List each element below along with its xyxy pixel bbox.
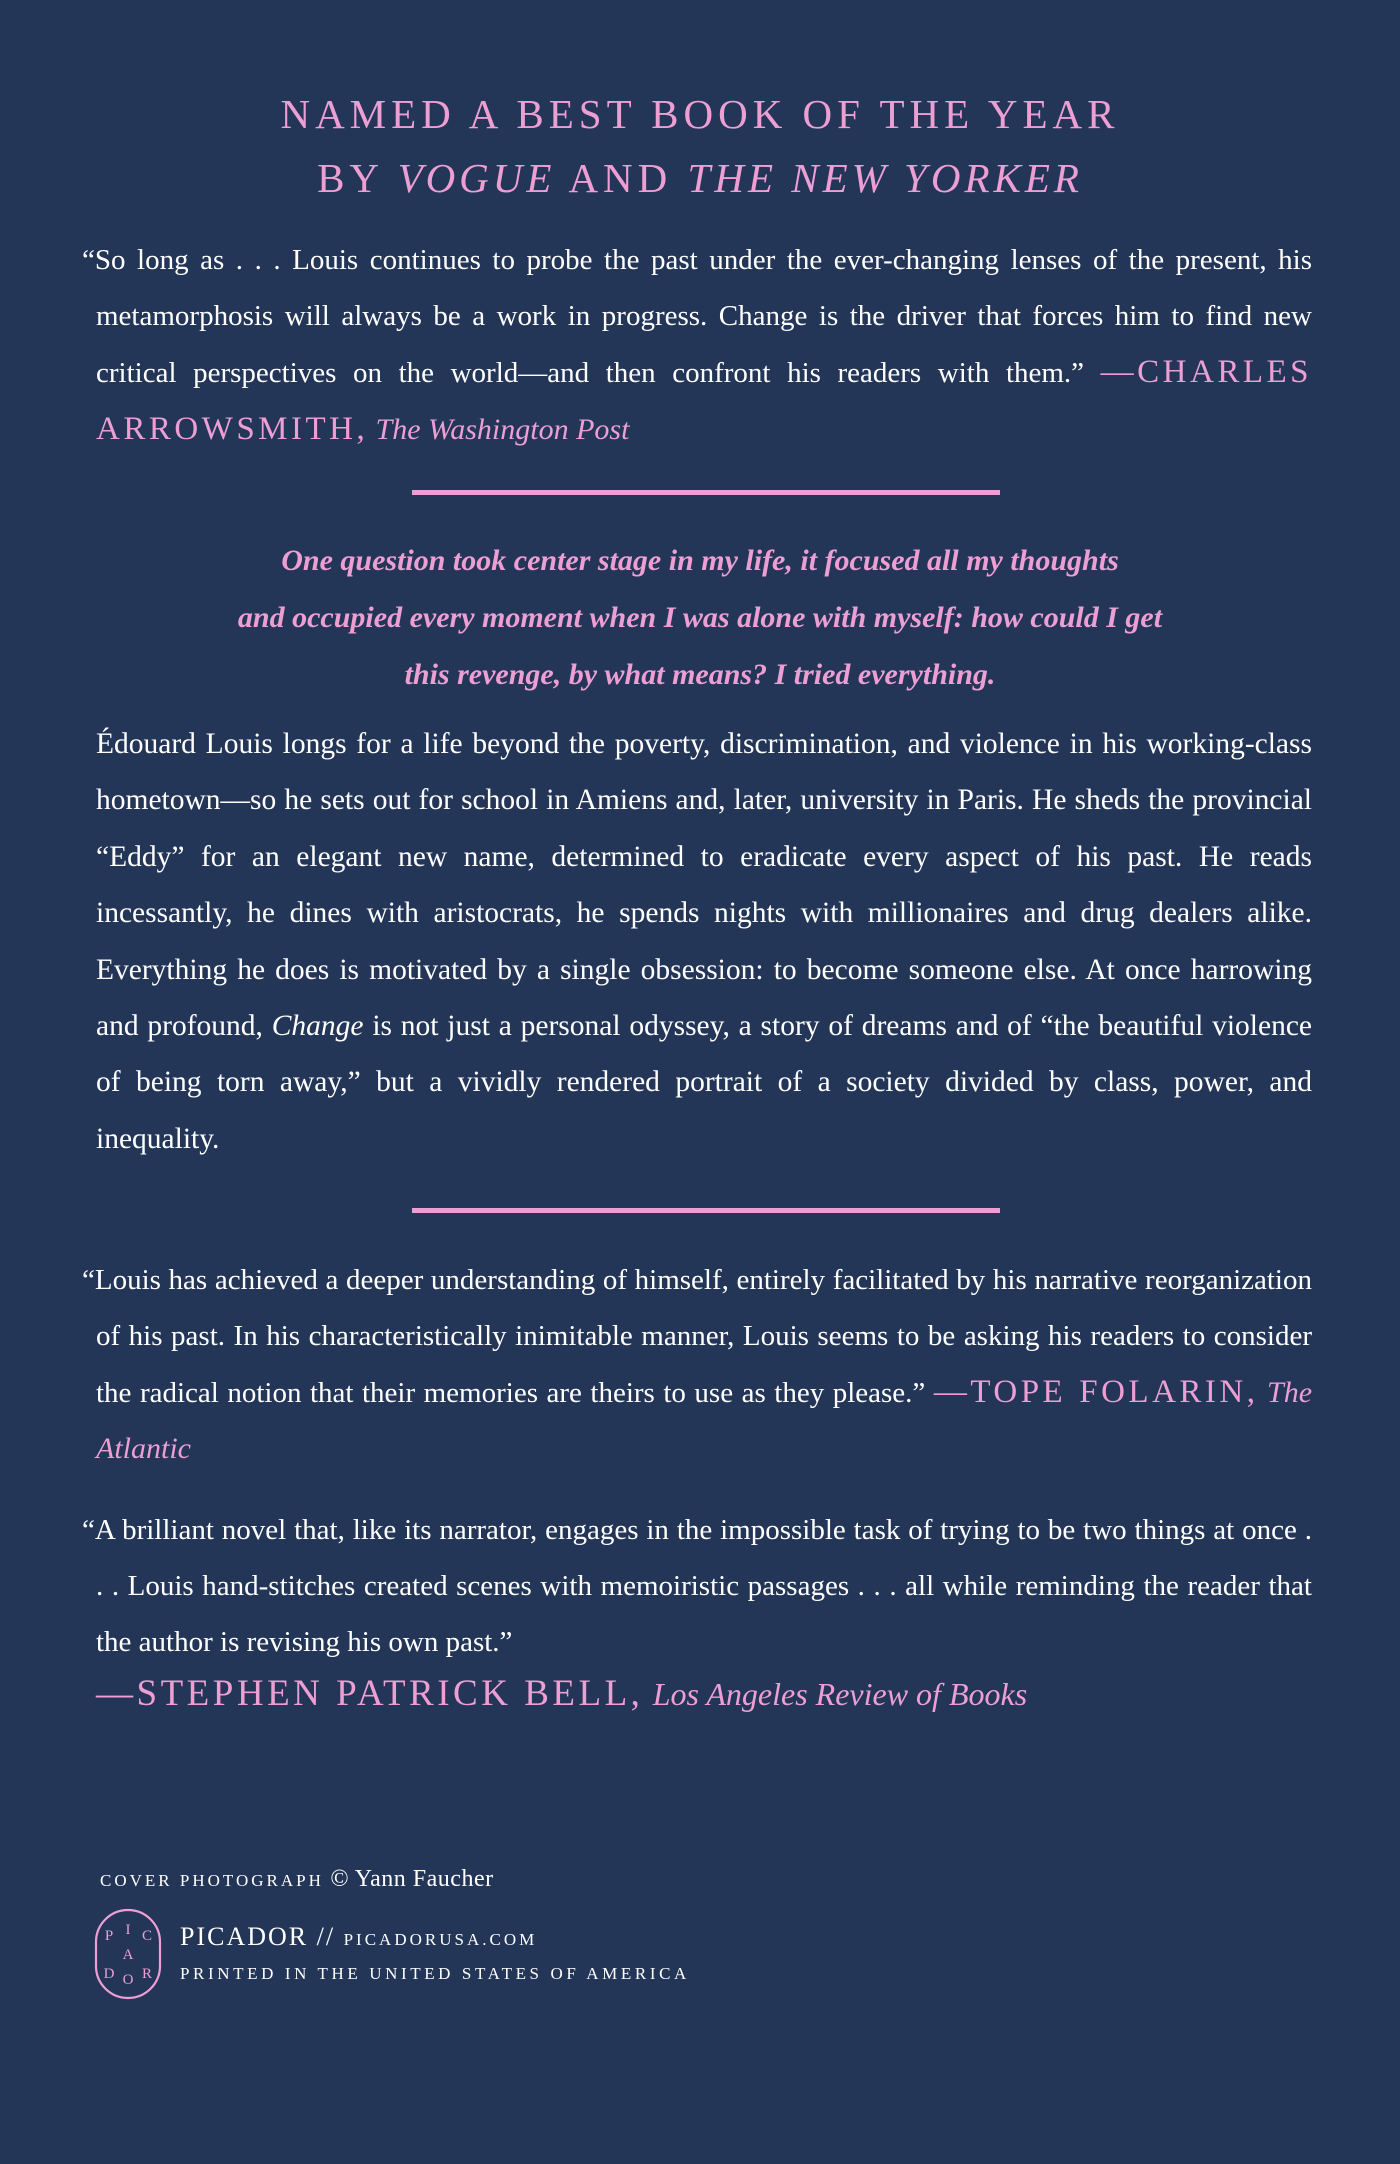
review-quote-la-review — [82, 1502, 1312, 1670]
headline-line-1: NAMED A BEST BOOK OF THE YEAR — [280, 91, 1120, 137]
publisher-line — [180, 1922, 537, 1952]
quote-text: “Louis has achieved a deeper understanding of himself, entirely facilitated by his narrative reorganization of his past. In his characteristically inimitable manner, Louis seems to be asking his readers to consider the radical notion that their memories are theirs to use as they please.” — [82, 1264, 1312, 1409]
new-yorker-title: THE NEW YORKER — [687, 155, 1083, 201]
description-text-continued: is not just a personal odyssey, a story of dreams and of “the beautiful violence of being torn away,” but a vividly rendered portrait of a society divided by class, power, and inequality. — [96, 1010, 1313, 1155]
excerpt-line-2: and occupied every moment when I was alone with myself: how could I get — [237, 601, 1163, 634]
description-text: Édouard Louis longs for a life beyond the poverty, discrimination, and violence in his working-class hometown—so he sets out for school in Amiens and, later, university in Paris. He sheds the provincial “Eddy” for an elegant new name, determined to eradicate every aspect of his past. He reads incessantly, he dines with aristocrats, he spends nights with millionaires and drug dealers alike. Everything he does is motivated by a single obsession: to become someone else. At once harrowing and profound, — [96, 728, 1312, 1043]
svg-text:C: C — [141, 1928, 153, 1944]
publisher-name: PICADOR — [180, 1922, 309, 1951]
svg-text:R: R — [141, 1966, 153, 1982]
separator: // — [316, 1922, 336, 1951]
attribution-name: —TOPE FOLARIN, — [933, 1374, 1259, 1410]
book-description — [96, 716, 1312, 1167]
excerpt-line-1: One question took center stage in my life, it focused all my thoughts — [281, 544, 1119, 577]
picador-logo-icon — [92, 1908, 164, 2000]
svg-text:D: D — [103, 1966, 115, 1982]
book-excerpt — [0, 532, 1400, 703]
attribution-name: —STEPHEN PATRICK BELL, — [96, 1673, 644, 1714]
attribution-publication: The Washington Post — [375, 413, 630, 446]
cover-credit — [100, 1866, 494, 1893]
svg-text:O: O — [122, 1972, 134, 1988]
cover-photo-credit: © Yann Faucher — [330, 1866, 494, 1892]
divider-rule — [412, 1208, 1000, 1213]
svg-text:P: P — [104, 1928, 114, 1944]
book-title: Change — [271, 1010, 364, 1043]
headline-by: BY — [317, 155, 398, 201]
cover-photo-label: COVER PHOTOGRAPH — [100, 1871, 324, 1890]
headline — [0, 82, 1400, 210]
svg-text:A: A — [122, 1947, 134, 1963]
publisher-website: PICADORUSA.COM — [343, 1930, 538, 1949]
attribution-name: —CHARLES ARROWSMITH, — [96, 354, 1313, 447]
la-review-attribution — [96, 1666, 1027, 1722]
review-quote-washington-post — [82, 232, 1312, 458]
divider-rule — [412, 490, 1000, 495]
printed-in: PRINTED IN THE UNITED STATES OF AMERICA — [180, 1964, 690, 1983]
attribution-publication: Los Angeles Review of Books — [652, 1676, 1028, 1712]
vogue-title: VOGUE — [397, 155, 556, 201]
svg-text:I: I — [125, 1922, 131, 1938]
quote-text: “A brilliant novel that, like its narrator, engages in the impossible task of trying to be two things at once . . . Louis hand-stitches created scenes with memoiristic passages . . . all while reminding the reader that the author is revising his own past.” — [82, 1514, 1312, 1658]
quote-text: “So long as . . . Louis continues to probe the past under the ever-changing lenses of the present, his metamorphosis will always be a work in progress. Change is the driver that forces him to find new critical perspectives on the world—and then confront his readers with them.” — [82, 244, 1312, 389]
attribution-publication: The Atlantic — [96, 1376, 1313, 1465]
headline-and: AND — [555, 155, 688, 201]
review-quote-atlantic — [82, 1252, 1312, 1477]
excerpt-line-3: this revenge, by what means? I tried everything. — [404, 658, 996, 691]
headline-line-2 — [0, 146, 1400, 210]
